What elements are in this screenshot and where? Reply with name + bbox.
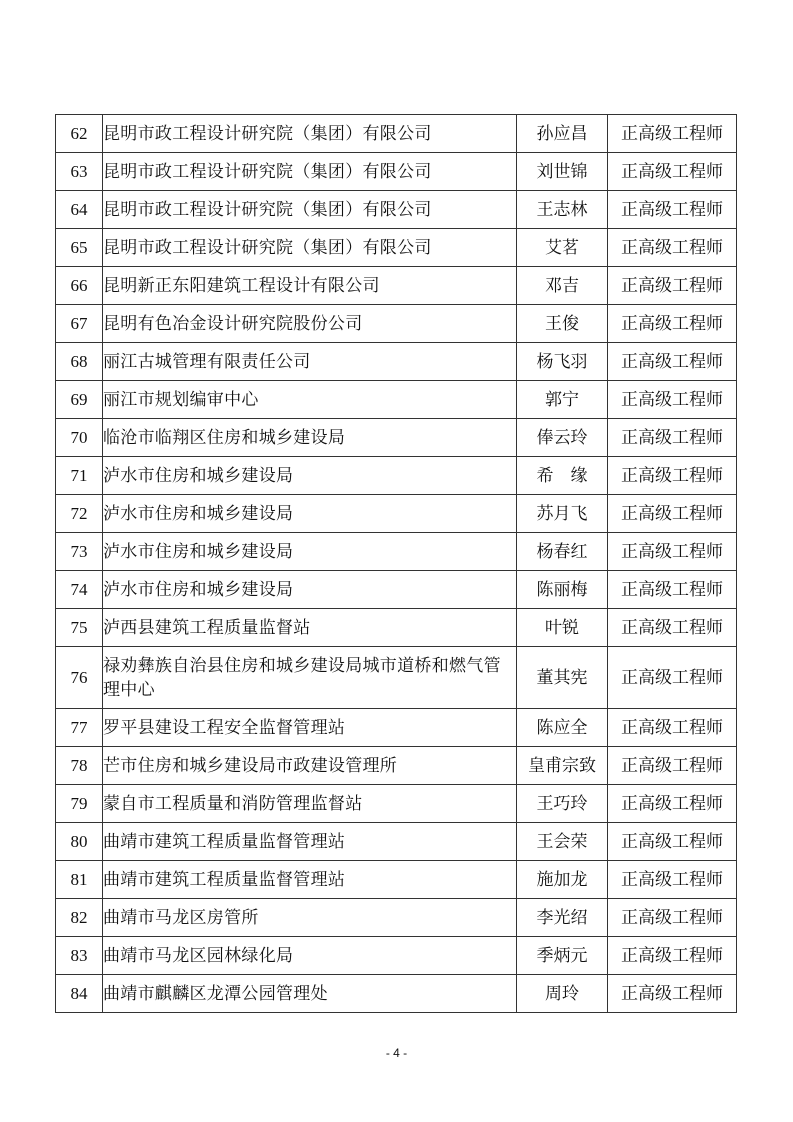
professional-title-cell: 正高级工程师: [608, 785, 737, 823]
person-name-cell: 李光绍: [517, 899, 608, 937]
row-number: 67: [56, 305, 103, 343]
table-row: [56, 823, 737, 861]
table-row: [56, 191, 737, 229]
row-number: 79: [56, 785, 103, 823]
row-number: 74: [56, 571, 103, 609]
person-name-cell: 王俊: [517, 305, 608, 343]
organization-cell: 罗平县建设工程安全监督管理站: [103, 709, 517, 747]
table-row: [56, 709, 737, 747]
organization-cell: 泸水市住房和城乡建设局: [103, 495, 517, 533]
professional-title-cell: 正高级工程师: [608, 533, 737, 571]
row-number: 71: [56, 457, 103, 495]
row-number: 69: [56, 381, 103, 419]
table-row: [56, 457, 737, 495]
professional-title-cell: 正高级工程师: [608, 975, 737, 1013]
table-row: [56, 419, 737, 457]
person-name-cell: 杨飞羽: [517, 343, 608, 381]
table-row: [56, 975, 737, 1013]
row-number: 81: [56, 861, 103, 899]
professional-title-cell: 正高级工程师: [608, 191, 737, 229]
row-number: 78: [56, 747, 103, 785]
row-number: 64: [56, 191, 103, 229]
person-name-cell: 苏月飞: [517, 495, 608, 533]
table-row: [56, 115, 737, 153]
table-row: [56, 305, 737, 343]
person-name-cell: 希 缘: [517, 457, 608, 495]
person-name-cell: 艾茗: [517, 229, 608, 267]
professional-title-cell: 正高级工程师: [608, 457, 737, 495]
professional-title-cell: 正高级工程师: [608, 419, 737, 457]
organization-cell: 丽江古城管理有限责任公司: [103, 343, 517, 381]
person-name-cell: 刘世锦: [517, 153, 608, 191]
professional-title-cell: 正高级工程师: [608, 823, 737, 861]
organization-cell: 昆明市政工程设计研究院（集团）有限公司: [103, 229, 517, 267]
table-row: [56, 647, 737, 709]
person-name-cell: 叶锐: [517, 609, 608, 647]
person-name-cell: 王巧玲: [517, 785, 608, 823]
professional-title-cell: 正高级工程师: [608, 495, 737, 533]
person-name-cell: 周玲: [517, 975, 608, 1013]
row-number: 68: [56, 343, 103, 381]
organization-cell: 蒙自市工程质量和消防管理监督站: [103, 785, 517, 823]
professional-title-cell: 正高级工程师: [608, 115, 737, 153]
professional-title-cell: 正高级工程师: [608, 153, 737, 191]
organization-cell: 曲靖市麒麟区龙潭公园管理处: [103, 975, 517, 1013]
professional-title-cell: 正高级工程师: [608, 267, 737, 305]
organization-cell: 曲靖市建筑工程质量监督管理站: [103, 861, 517, 899]
person-name-cell: 杨春红: [517, 533, 608, 571]
table-row: [56, 609, 737, 647]
table-row: [56, 267, 737, 305]
organization-cell: 昆明新正东阳建筑工程设计有限公司: [103, 267, 517, 305]
organization-cell: 昆明市政工程设计研究院（集团）有限公司: [103, 191, 517, 229]
person-name-cell: 皇甫宗致: [517, 747, 608, 785]
table-row: [56, 861, 737, 899]
organization-cell: 泸西县建筑工程质量监督站: [103, 609, 517, 647]
professional-title-cell: 正高级工程师: [608, 343, 737, 381]
table-row: [56, 533, 737, 571]
row-number: 65: [56, 229, 103, 267]
table-row: [56, 495, 737, 533]
professional-title-cell: 正高级工程师: [608, 747, 737, 785]
professional-title-cell: 正高级工程师: [608, 709, 737, 747]
row-number: 66: [56, 267, 103, 305]
table-row: [56, 937, 737, 975]
row-number: 70: [56, 419, 103, 457]
organization-cell: 泸水市住房和城乡建设局: [103, 457, 517, 495]
organization-cell: 曲靖市建筑工程质量监督管理站: [103, 823, 517, 861]
organization-cell: 昆明市政工程设计研究院（集团）有限公司: [103, 153, 517, 191]
table-row: [56, 229, 737, 267]
person-name-cell: 陈应全: [517, 709, 608, 747]
organization-cell: 临沧市临翔区住房和城乡建设局: [103, 419, 517, 457]
table-row: [56, 747, 737, 785]
table-row: [56, 153, 737, 191]
person-name-cell: 王志林: [517, 191, 608, 229]
organization-cell: 泸水市住房和城乡建设局: [103, 571, 517, 609]
row-number: 84: [56, 975, 103, 1013]
row-number: 80: [56, 823, 103, 861]
professional-title-cell: 正高级工程师: [608, 229, 737, 267]
organization-cell: 昆明有色冶金设计研究院股份公司: [103, 305, 517, 343]
row-number: 83: [56, 937, 103, 975]
organization-cell: 丽江市规划编审中心: [103, 381, 517, 419]
person-name-cell: 施加龙: [517, 861, 608, 899]
row-number: 77: [56, 709, 103, 747]
organization-cell: 曲靖市马龙区房管所: [103, 899, 517, 937]
person-name-cell: 邓吉: [517, 267, 608, 305]
organization-cell: 曲靖市马龙区园林绿化局: [103, 937, 517, 975]
person-name-cell: 王会荣: [517, 823, 608, 861]
professional-title-cell: 正高级工程师: [608, 647, 737, 709]
table-row: [56, 343, 737, 381]
personnel-table: [55, 114, 737, 1013]
person-name-cell: 董其宪: [517, 647, 608, 709]
table-row: [56, 571, 737, 609]
row-number: 72: [56, 495, 103, 533]
professional-title-cell: 正高级工程师: [608, 609, 737, 647]
professional-title-cell: 正高级工程师: [608, 937, 737, 975]
row-number: 76: [56, 647, 103, 709]
professional-title-cell: 正高级工程师: [608, 305, 737, 343]
professional-title-cell: 正高级工程师: [608, 899, 737, 937]
row-number: 75: [56, 609, 103, 647]
table-row: [56, 899, 737, 937]
person-name-cell: 俸云玲: [517, 419, 608, 457]
row-number: 62: [56, 115, 103, 153]
organization-cell: 昆明市政工程设计研究院（集团）有限公司: [103, 115, 517, 153]
organization-cell: 泸水市住房和城乡建设局: [103, 533, 517, 571]
row-number: 63: [56, 153, 103, 191]
person-name-cell: 郭宁: [517, 381, 608, 419]
table-row: [56, 381, 737, 419]
professional-title-cell: 正高级工程师: [608, 861, 737, 899]
person-name-cell: 孙应昌: [517, 115, 608, 153]
organization-cell: 禄劝彝族自治县住房和城乡建设局城市道桥和燃气管理中心: [103, 647, 517, 709]
table-row: [56, 785, 737, 823]
row-number: 82: [56, 899, 103, 937]
page-number: - 4 -: [385, 1046, 408, 1060]
professional-title-cell: 正高级工程师: [608, 571, 737, 609]
professional-title-cell: 正高级工程师: [608, 381, 737, 419]
person-name-cell: 季炳元: [517, 937, 608, 975]
row-number: 73: [56, 533, 103, 571]
organization-cell: 芒市住房和城乡建设局市政建设管理所: [103, 747, 517, 785]
person-name-cell: 陈丽梅: [517, 571, 608, 609]
personnel-table-body: [56, 115, 737, 1013]
